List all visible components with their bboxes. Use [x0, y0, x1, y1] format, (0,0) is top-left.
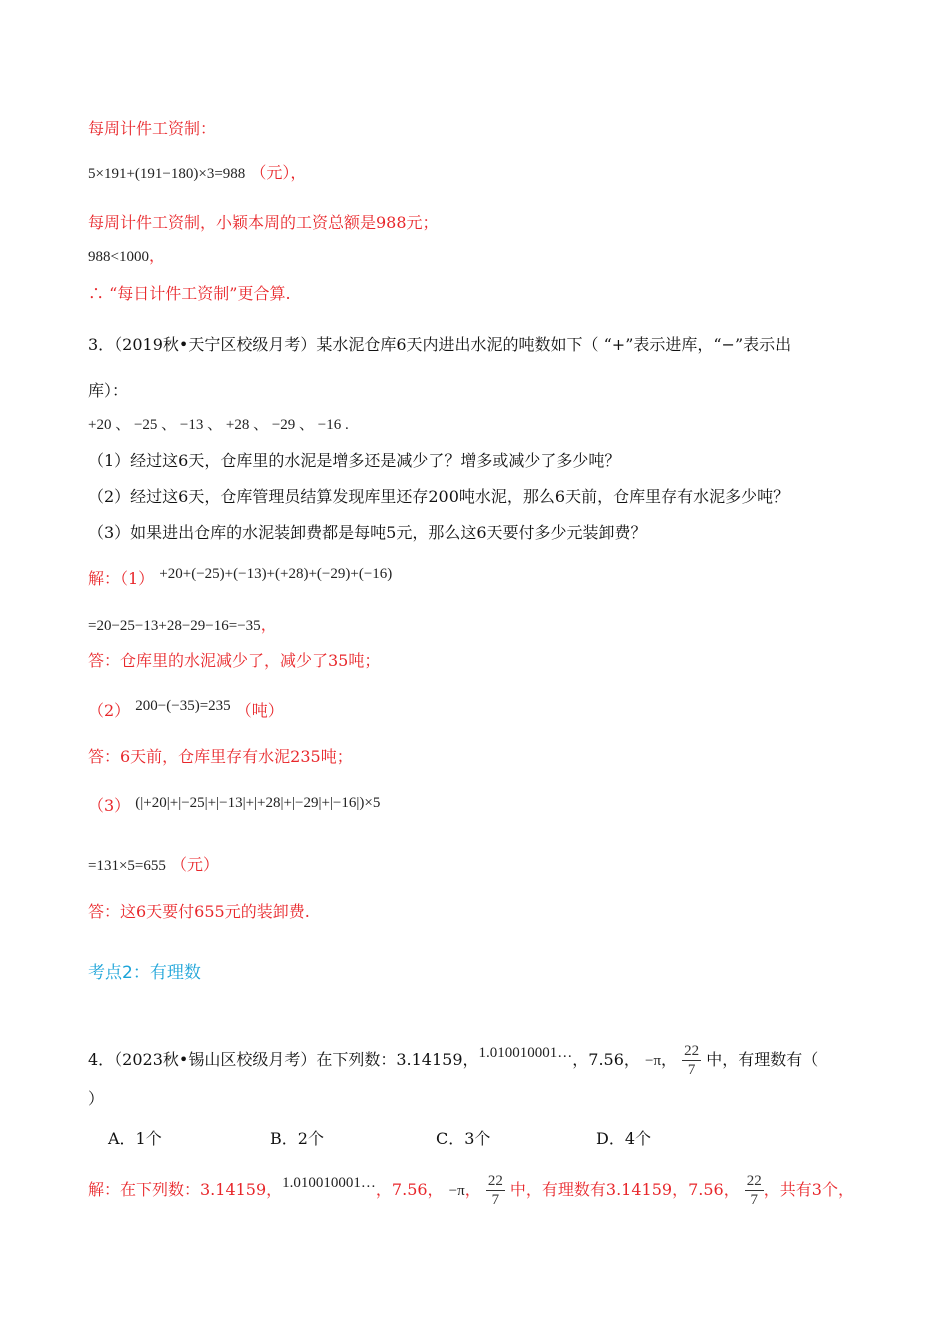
answer-label: 解：（1） [88, 569, 155, 588]
equation: (|+20|+|−25|+|−13|+|+28|+|−29|+|−16|)×5 [135, 795, 381, 811]
question-3-list: +20 、 −25 、 −13 、 +28 、 −29 、 −16 . [88, 417, 349, 433]
equation-line [88, 162, 306, 185]
equation: =131×5=655 [88, 858, 166, 874]
question-3-part2: （2）经过这6天，仓库管理员结算发现库里还存200吨水泥，那么6天前，仓库里存有水泥多少吨？ [88, 487, 790, 506]
answer-label: （2） [88, 701, 131, 720]
solution-text: 解：在下列数：3.14159， [88, 1180, 283, 1199]
text-line: 每周计件工资制，小颖本周的工资总额是988元； [88, 213, 439, 232]
fraction [745, 1172, 764, 1209]
solution-text: 中，有理数有3.14159，7.56， [509, 1180, 740, 1199]
equation: =20−25−13+28−29−16=−35 [88, 618, 261, 634]
number: 1.010010001… [478, 1045, 573, 1061]
solution-text: ， [464, 1180, 481, 1199]
question-3-part3: （3）如果进出仓库的水泥装卸费都是每吨5元，那么这6天要付多少元装卸费？ [88, 523, 647, 542]
equation-line [88, 245, 165, 268]
question-text: ， [661, 1050, 678, 1069]
equation-line [88, 614, 277, 637]
section-heading: 考点2：有理数 [88, 963, 201, 983]
equation: +20+(−25)+(−13)+(+28)+(−29)+(−16) [159, 566, 393, 582]
answer-2-line [88, 700, 284, 723]
answer-text: 答：这6天要付655元的装卸费. [88, 902, 310, 921]
unit-text: （元）， [250, 163, 307, 182]
question-4-stem [88, 1030, 818, 1091]
option-b: B．2个 [270, 1129, 324, 1148]
answer-label: （3） [88, 796, 131, 815]
answer-3-line [88, 795, 380, 818]
unit-text: （吨） [235, 701, 284, 720]
fraction-numerator: 22 [684, 1043, 700, 1059]
fraction [486, 1172, 505, 1209]
option-a: A．1个 [108, 1129, 162, 1148]
answer-1-line [88, 568, 392, 591]
punctuation: ， [148, 246, 165, 265]
fraction-denominator: 7 [687, 1062, 696, 1078]
answer-text: 答：仓库里的水泥减少了，减少了35吨； [88, 651, 381, 670]
question-3-part1: （1）经过这6天，仓库里的水泥是增多还是减少了？增多或减少了多少吨？ [88, 451, 621, 470]
equation: 200−(−35)=235 [135, 698, 231, 714]
number: −π [645, 1053, 662, 1069]
number: 1.010010001… [282, 1175, 376, 1191]
text-line: 每周计件工资制： [88, 119, 217, 138]
question-4-solution [88, 1160, 854, 1221]
equation-line [88, 854, 219, 877]
number: −π [448, 1183, 465, 1199]
solution-text: ，7.56， [375, 1180, 444, 1199]
conclusion-line: ∴ “每日计件工资制”更合算. [88, 284, 291, 303]
solution-text: ，共有3个， [763, 1180, 854, 1199]
punctuation: ， [260, 615, 277, 634]
unit-text: （元） [170, 855, 219, 874]
fraction-numerator: 22 [746, 1173, 762, 1189]
option-c: C．3个 [436, 1129, 491, 1148]
question-3-stem-cont: 库）： [88, 381, 129, 400]
fraction-denominator: 7 [491, 1192, 500, 1208]
equation: 988<1000 [88, 249, 149, 265]
answer-text: 答：6天前，仓库里存有水泥235吨； [88, 747, 353, 766]
question-text: 中，有理数有（ [706, 1050, 819, 1069]
question-text: ，7.56， [572, 1050, 640, 1069]
question-4-stem-cont: ） [88, 1089, 105, 1108]
equation: 5×191+(191−180)×3=988 [88, 166, 246, 182]
question-3-stem: 3．（2019秋•天宁区校级月考）某水泥仓库6天内进出水泥的吨数如下（ “+”表示进库，“−”表示出 [88, 335, 792, 354]
option-d: D．4个 [596, 1129, 652, 1148]
fraction-denominator: 7 [750, 1192, 759, 1208]
question-text: 4．（2023秋•锡山区校级月考）在下列数：3.14159， [88, 1050, 479, 1069]
fraction-numerator: 22 [487, 1173, 503, 1189]
fraction [682, 1042, 701, 1079]
